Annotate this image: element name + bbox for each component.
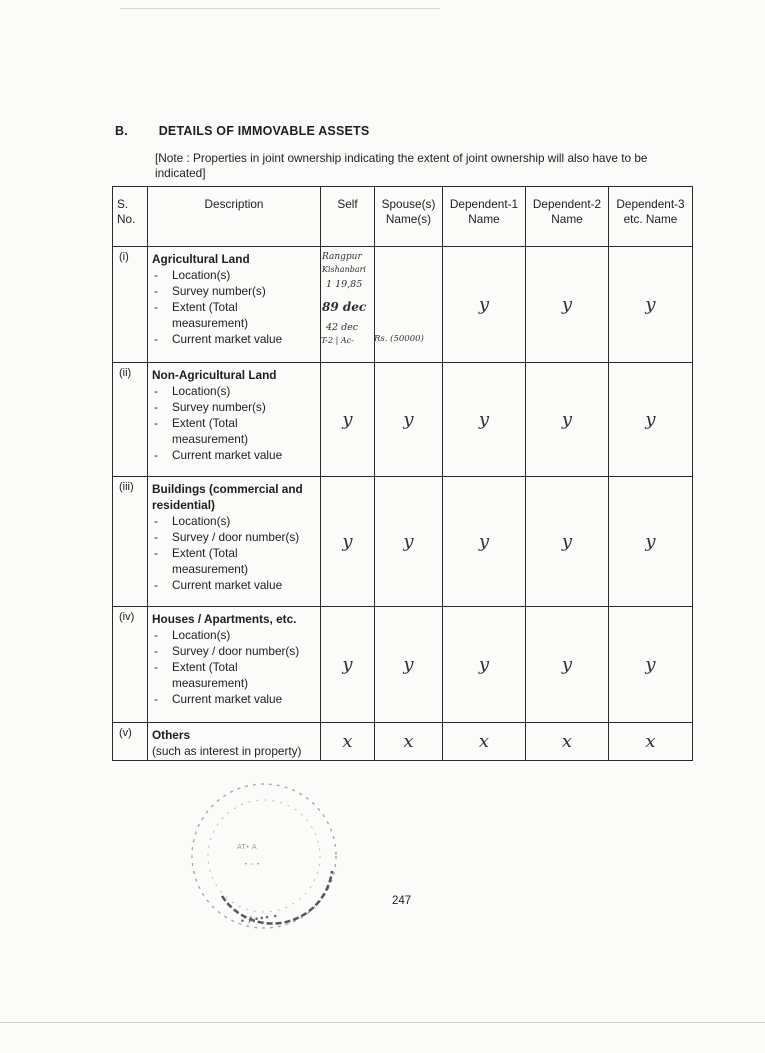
header-dependent-2: Dependent-2 Name — [526, 187, 609, 247]
header-dependent-1: Dependent-1 Name — [443, 187, 526, 247]
section-heading — [115, 124, 369, 138]
table-header-row — [113, 187, 693, 247]
cell-self: y — [321, 607, 375, 723]
page-number: 247 — [392, 895, 412, 907]
list-item: - Current market value — [152, 577, 316, 593]
list-item: - Extent (Total measurement) — [152, 545, 316, 577]
list-item: - Location(s) — [152, 267, 316, 283]
list-item: - Extent (Total measurement) — [152, 299, 316, 331]
row-subtitle: (such as interest in property) — [152, 744, 302, 758]
cell-spouse: y — [375, 477, 443, 607]
svg-text:AT• A: AT• A — [237, 843, 257, 851]
row-title: Houses / Apartments, etc. — [152, 612, 297, 626]
row-sno: (i) — [113, 247, 148, 363]
handwritten-spouse-value: Rs. (50000) — [374, 334, 424, 344]
cell-dependent-2: y — [526, 607, 609, 723]
row-description — [148, 247, 321, 363]
cell-spouse: y — [375, 607, 443, 723]
header-self: Self — [321, 187, 375, 247]
list-item: - Survey number(s) — [152, 399, 316, 415]
svg-text:• ~ •: • ~ • — [244, 861, 260, 868]
row-sno: (iv) — [113, 607, 148, 723]
row-items — [152, 627, 316, 707]
row-items — [152, 513, 316, 593]
handwritten-value: T-2 | Ac- — [321, 336, 354, 345]
list-item: - Location(s) — [152, 627, 316, 643]
row-items — [152, 383, 316, 463]
cell-dependent-1: y — [443, 607, 526, 723]
handwritten-location: Rangpur — [322, 252, 362, 262]
table-row — [113, 247, 693, 363]
row-description — [148, 723, 321, 761]
table-row — [113, 363, 693, 477]
cell-dependent-1: y — [443, 363, 526, 477]
section-note: [Note : Properties in joint ownership indicating the extent of joint ownership will also have to be indicated] — [155, 151, 648, 180]
list-item: - Current market value — [152, 331, 316, 347]
section-title: DETAILS OF IMMOVABLE ASSETS — [158, 124, 370, 138]
header-sno: S. No. — [113, 187, 148, 247]
row-sno: (iii) — [113, 477, 148, 607]
row-title: Agricultural Land — [152, 252, 250, 266]
header-dependent-3: Dependent-3 etc. Name — [609, 187, 693, 247]
handwritten-location-2: Kishanbari — [322, 265, 366, 274]
cell-dependent-1: y — [443, 247, 526, 363]
handwritten-extent: 89 dec — [322, 300, 367, 314]
row-sno: (v) — [113, 723, 148, 761]
cell-spouse: y — [375, 363, 443, 477]
list-item: - Extent (Total measurement) — [152, 415, 316, 447]
cell-dependent-3: y — [609, 363, 693, 477]
list-item: - Survey / door number(s) — [152, 529, 316, 545]
cell-dependent-3: y — [609, 477, 693, 607]
cell-dependent-1: y — [443, 477, 526, 607]
scan-artifact — [0, 1022, 765, 1023]
list-item: - Current market value — [152, 447, 316, 463]
cell-dependent-1: x — [443, 723, 526, 761]
official-seal-stamp — [182, 776, 347, 934]
list-item: - Current market value — [152, 691, 316, 707]
list-item: - Extent (Total measurement) — [152, 659, 316, 691]
cell-dependent-2: y — [526, 247, 609, 363]
cell-self: x — [321, 723, 375, 761]
section-letter: B. — [115, 124, 128, 138]
immovable-assets-table — [112, 186, 693, 761]
cell-dependent-2: x — [526, 723, 609, 761]
list-item: - Location(s) — [152, 513, 316, 529]
row-description — [148, 363, 321, 477]
cell-dependent-3: x — [609, 723, 693, 761]
header-spouse: Spouse(s) Name(s) — [375, 187, 443, 247]
table-row — [113, 723, 693, 761]
handwritten-survey-number: 1 19,85 — [326, 279, 363, 290]
cell-dependent-3: y — [609, 607, 693, 723]
cell-dependent-2: y — [526, 363, 609, 477]
row-title: Buildings (commercial and residential) — [152, 482, 303, 512]
svg-text:• A••• •: • A••• • — [239, 912, 279, 928]
cell-self: y — [321, 477, 375, 607]
header-description: Description — [148, 187, 321, 247]
list-item: - Location(s) — [152, 383, 316, 399]
table-row — [113, 607, 693, 723]
cell-dependent-2: y — [526, 477, 609, 607]
scan-artifact — [120, 8, 440, 9]
cell-spouse — [375, 247, 443, 363]
row-items — [152, 267, 316, 347]
list-item: - Survey / door number(s) — [152, 643, 316, 659]
row-title: Others — [152, 728, 191, 742]
handwritten-extent-2: 42 dec — [326, 322, 359, 333]
table-row — [113, 477, 693, 607]
row-description — [148, 607, 321, 723]
row-sno: (ii) — [113, 363, 148, 477]
row-title: Non-Agricultural Land — [152, 368, 277, 382]
cell-self: y — [321, 363, 375, 477]
list-item: - Survey number(s) — [152, 283, 316, 299]
row-description — [148, 477, 321, 607]
cell-dependent-3: y — [609, 247, 693, 363]
cell-spouse: x — [375, 723, 443, 761]
